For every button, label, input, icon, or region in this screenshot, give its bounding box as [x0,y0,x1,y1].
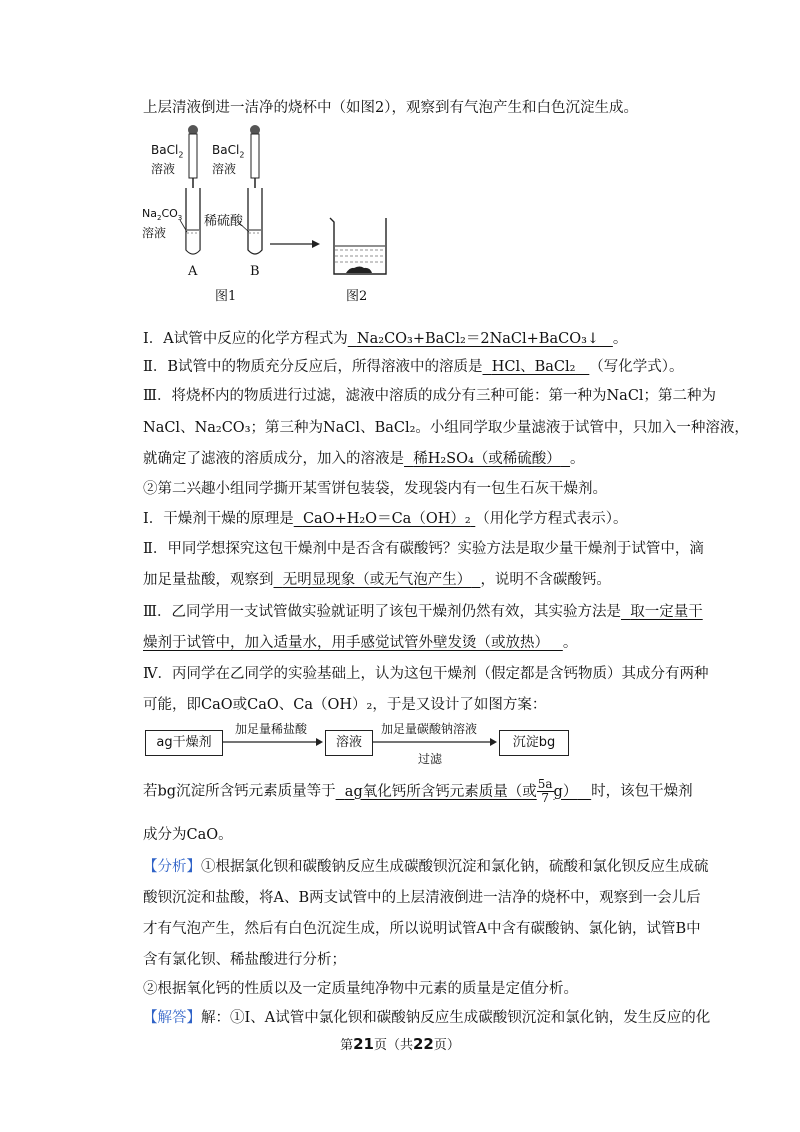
question-3-line-1: Ⅲ．将烧杯内的物质进行过滤，滤液中溶质的成分有三种可能：第一种为NaCl；第二种为 [143,388,717,404]
flow-box-3: 沉淀bg [499,730,569,756]
flow-box-2: 溶液 [325,730,373,756]
part-2-q4-line-1: Ⅳ．丙同学在乙同学的实验基础上，认为这包干燥剂（假定都是含钙物质）其成分有两种 [143,666,709,682]
arrow-1-icon [223,736,323,748]
page-footer: 第21页（共22页） [340,1035,460,1053]
answer-p3-a: 取一定量干 [630,604,703,620]
tube-b-reagent-label: BaCl$_2$ 溶液 [212,143,245,177]
part-2-intro: ②第二兴趣小组同学撕开某雪饼包装袋，发现袋内有一包生石灰干燥剂。 [143,481,607,497]
question-1-line: Ⅰ．A试管中反应的化学方程式为 Na₂CO₃+BaCl₂＝2NaCl+BaCO₃↓ 。 [143,331,628,347]
caption-fig1: 图1 [215,289,237,304]
part-2-q5-line-2: 成分为CaO。 [143,827,233,843]
analysis-line-1: 【分析】①根据氯化钡和碳酸钠反应生成碳酸钡沉淀和氯化钠，硫酸和氯化钡反应生成硫 [143,859,709,875]
tube-b-content-label: 稀硫酸 [204,214,244,229]
answer-3: 稀H₂SO₄（或稀硫酸） [413,451,561,467]
test-tube-b-icon [248,188,262,254]
analysis-line-3: 才有气泡产生，然后有白色沉淀生成，所以说明试管A中含有碳酸钠、氯化钠，试管B中 [143,921,701,937]
dropper-b-icon [250,125,260,188]
solution-tag: 【解答】 [143,1010,201,1026]
answer-p2: 无明显现象（或无气泡产生） [282,572,472,588]
part-2-q1-line: Ⅰ．干燥剂干燥的原理是 CaO+H₂O＝Ca（OH）₂ （用化学方程式表示）。 [143,511,628,527]
answer-1: Na₂CO₃+BaCl₂＝2NaCl+BaCO₃↓ [356,331,600,347]
solution-line-1: 【解答】解：①Ⅰ、A试管中氯化钡和碳酸钠反应生成碳酸钡沉淀和氯化钠，发生反应的化 [143,1010,711,1026]
arrow-2-icon [373,736,497,748]
part-2-q3-line-2: 燥剂于试管中，加入适量水，用手感觉试管外壁发烫（或放热） 。 [143,635,578,651]
part-2-q3-line-1: Ⅲ．乙同学用一支试管做实验就证明了该包干燥剂仍然有效，其实验方法是 取一定量干 [143,604,703,620]
intro-line: 上层清液倒进一洁净的烧杯中（如图2），观察到有气泡产生和白色沉淀生成。 [143,100,638,116]
question-3-line-3: 就确定了滤液的溶质成分，加入的溶液是 稀H₂SO₄（或稀硫酸） 。 [143,451,585,467]
fraction: $\frac{5a}{7}$ [537,777,553,805]
dropper-a-icon [188,125,198,188]
part-2-q4-line-2: 可能，即CaO或CaO、Ca（OH）₂，于是又设计了如图方案： [143,697,547,713]
flow-box-1: ag干燥剂 [145,730,223,756]
analysis-tag: 【分析】 [143,859,201,875]
label-a: A [188,264,198,279]
test-tube-a-icon [186,188,200,254]
answer-p1: CaO+H₂O＝Ca（OH）₂ [302,511,471,527]
part-2-q2-line-2: 加足量盐酸，观察到 无明显现象（或无气泡产生） ，说明不含碳酸钙。 [143,572,611,588]
analysis-line-5: ②根据氧化钙的性质以及一定质量纯净物中元素的质量是定值分析。 [143,981,578,997]
answer-p5: ag氧化钙所含钙元素质量（或 $\frac{5a}{7}$ g） [344,777,578,805]
tube-a-reagent-label: BaCl$_2$ 溶液 [151,143,184,177]
answer-2: HCl、BaCl₂ [491,359,576,375]
question-2-line: Ⅱ．B试管中的物质充分反应后，所得溶液中的溶质是 HCl、BaCl₂ （写化学式）。 [143,359,684,375]
answer-p3-b: 燥剂于试管中，加入适量水，用手感觉试管外壁发烫（或放热） [143,635,549,651]
right-arrow-icon [270,240,320,248]
analysis-line-4: 含有氯化钡、稀盐酸进行分析； [143,952,346,968]
caption-fig2: 图2 [346,289,368,304]
flow-step-2-label-bottom: 过滤 [418,752,443,766]
question-3-line-2: NaCl、Na₂CO₃；第三种为NaCl、BaCl₂。小组同学取少量滤液于试管中，只加入一种溶液， [143,420,749,436]
flowchart [143,722,583,768]
flow-step-1-label: 加足量稀盐酸 [235,722,308,736]
beaker-icon [330,218,386,274]
part-2-q2-line-1: Ⅱ．甲同学想探究这包干燥剂中是否含有碳酸钙？实验方法是取少量干燥剂于试管中，滴 [143,541,704,557]
part-2-q5-line-1: 若bg沉淀所含钙元素质量等于 ag氧化钙所含钙元素质量（或 $\frac{5a}{7}$ g） 时，该包干燥剂 [143,777,693,805]
tube-a-content-label: $Na_2CO_3$ 溶液 [142,207,183,241]
label-b: B [250,264,260,279]
analysis-line-2: 酸钡沉淀和盐酸，将A、B两支试管中的上层清液倒进一洁净的烧杯中，观察到一会儿后 [143,890,701,906]
flow-step-2-label-top: 加足量碳酸钠溶液 [381,722,478,736]
